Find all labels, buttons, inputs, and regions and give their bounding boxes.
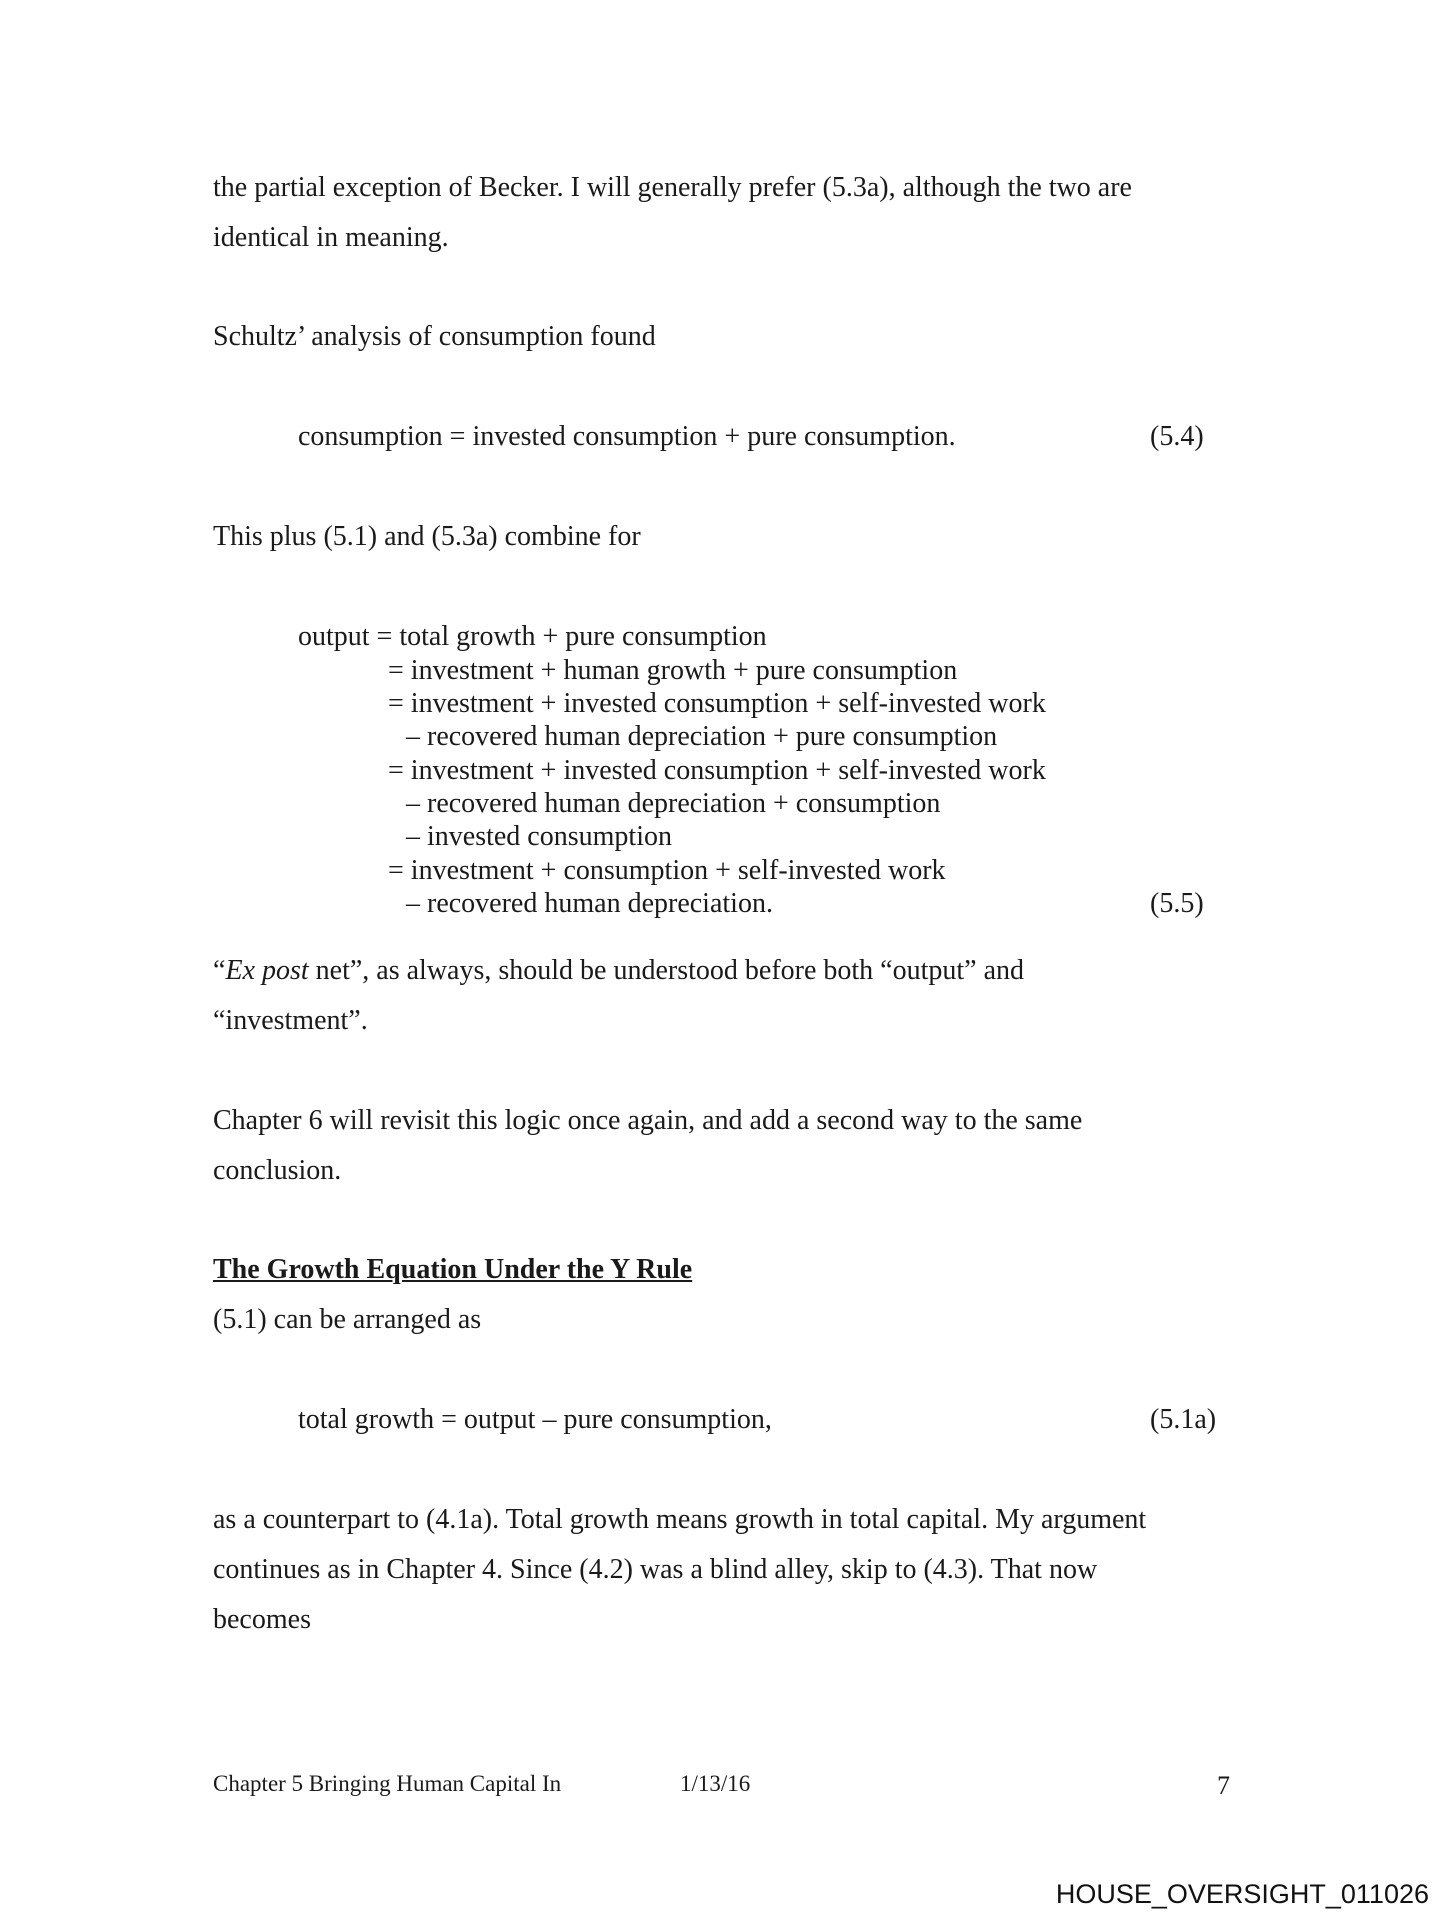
paragraph-line: Chapter 6 will revisit this logic once again, and add a second way to the same — [213, 1105, 1083, 1136]
equation-line: = investment + invested consumption + self-invested work — [388, 688, 1046, 719]
equation-5-4: consumption = invested consumption + pure consumption. — [298, 421, 956, 452]
bates-stamp: HOUSE_OVERSIGHT_011026 — [1055, 1879, 1429, 1909]
equation-line: – invested consumption — [406, 821, 672, 852]
paragraph-line: the partial exception of Becker. I will generally prefer (5.3a), although the two are — [213, 172, 1132, 203]
equation-number: (5.5) — [1150, 888, 1204, 919]
paragraph-line: “investment”. — [213, 1005, 368, 1036]
equation-line: = investment + invested consumption + self-invested work — [388, 755, 1046, 786]
paragraph-line: This plus (5.1) and (5.3a) combine for — [213, 521, 641, 552]
equation-line: – recovered human depreciation. — [406, 888, 773, 919]
paragraph-line: identical in meaning. — [213, 222, 449, 253]
paragraph-line — [213, 954, 1024, 988]
equation-line: output = total growth + pure consumption — [298, 621, 767, 652]
equation-line: – recovered human depreciation + pure consumption — [406, 721, 998, 752]
equation-number: (5.1a) — [1150, 1404, 1217, 1435]
paragraph-text: net”, as always, should be understood before both “output” and — [308, 955, 1025, 986]
equation-line: = investment + consumption + self-invested work — [388, 855, 946, 886]
italic-text: Ex post — [225, 955, 309, 986]
equation-number: (5.4) — [1150, 421, 1204, 452]
equation-5-1a: total growth = output – pure consumption, — [298, 1404, 772, 1435]
section-heading: The Growth Equation Under the Y Rule — [213, 1254, 693, 1285]
footer-chapter: Chapter 5 Bringing Human Capital In — [213, 1771, 562, 1796]
paragraph-line: becomes — [213, 1604, 311, 1635]
paragraph-line: conclusion. — [213, 1155, 342, 1186]
equation-line: – recovered human depreciation + consumption — [406, 788, 941, 819]
equation-line: = investment + human growth + pure consumption — [388, 655, 958, 686]
paragraph-line: Schultz’ analysis of consumption found — [213, 321, 656, 352]
open-quote: “ — [213, 955, 226, 986]
paragraph-line: (5.1) can be arranged as — [213, 1304, 482, 1335]
footer-date: 1/13/16 — [680, 1771, 751, 1796]
paragraph-line: continues as in Chapter 4. Since (4.2) was a blind alley, skip to (4.3). That now — [213, 1554, 1098, 1585]
page-number: 7 — [1217, 1771, 1230, 1800]
paragraph-line: as a counterpart to (4.1a). Total growth means growth in total capital. My argument — [213, 1504, 1147, 1535]
